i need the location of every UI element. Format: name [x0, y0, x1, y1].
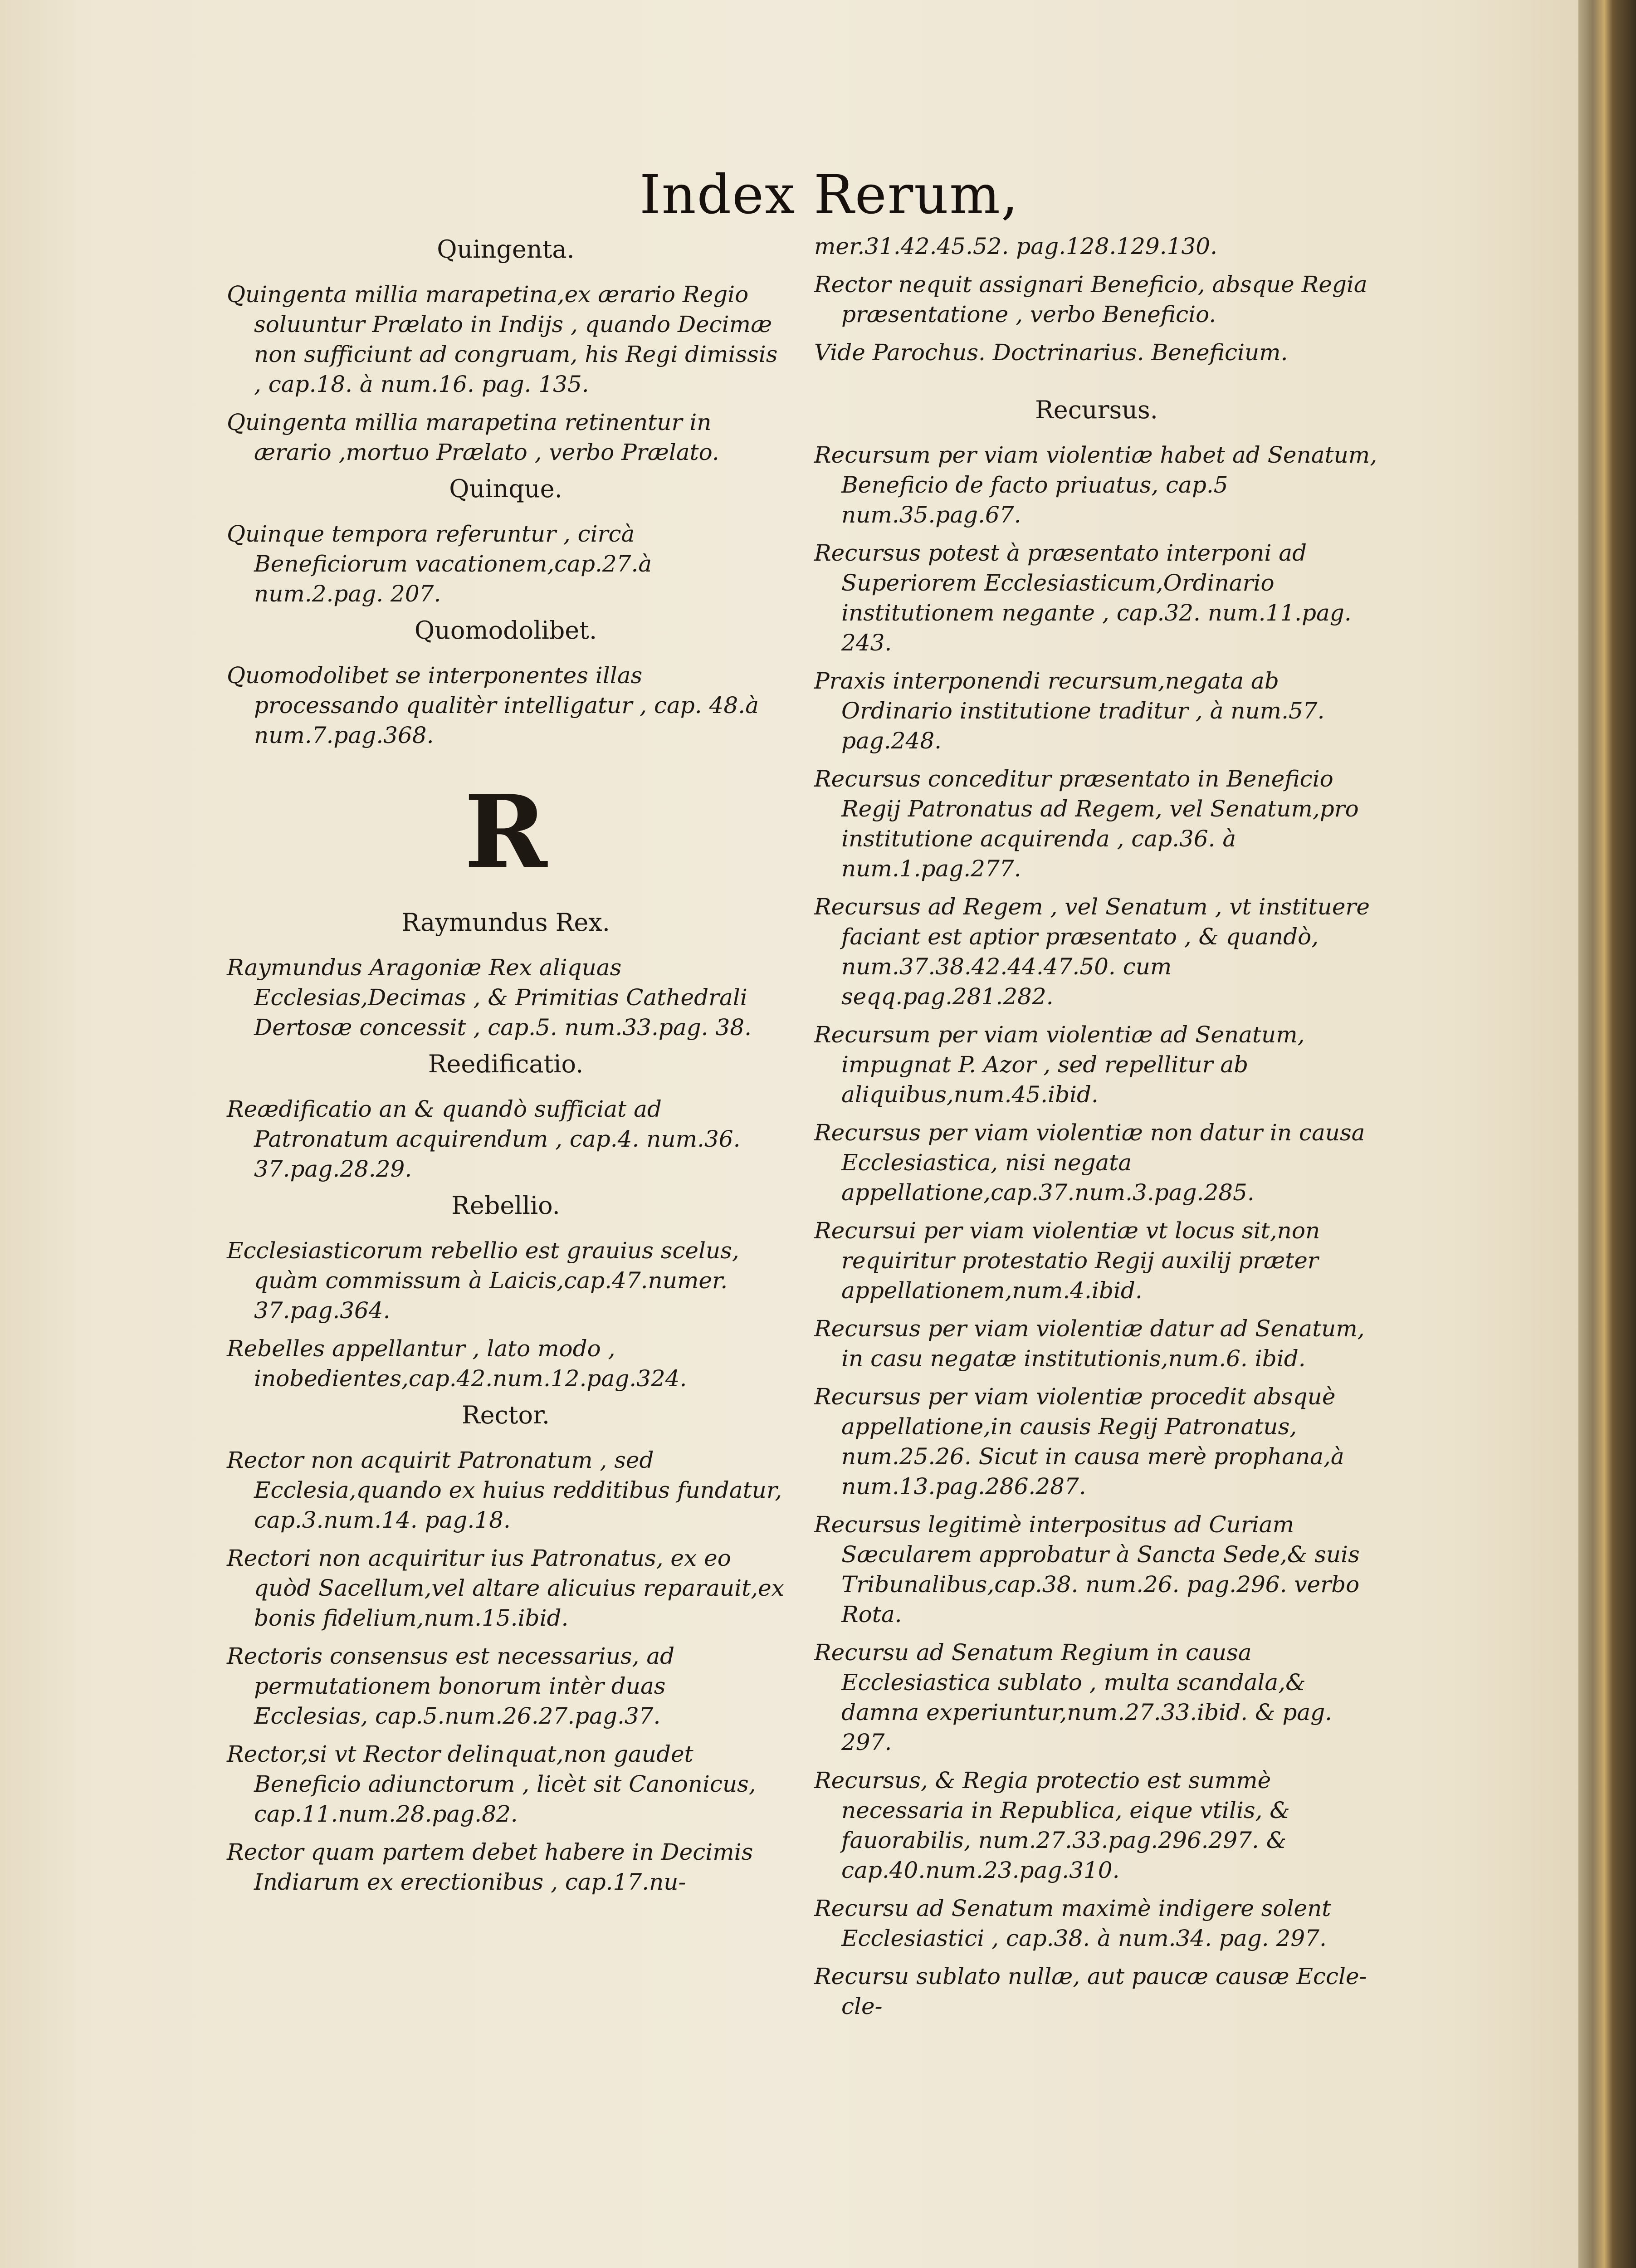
- index-entry: Recursus ad Regem , vel Senatum , vt instituere faciant est aptior præsentato , & quandò, num.37.38.42.44.47.50. cum seqq.pag.281.282.: [814, 894, 1370, 1010]
- index-entry: Rectoris consensus est necessarius, ad permutationem bonorum intèr duas Ecclesias, cap.5.num.26.27.pag.37.: [227, 1643, 675, 1729]
- index-entry: Recursum per viam violentiæ ad Senatum, impugnat P. Azor , sed repellitur ab aliquibus,num.45.ibid.: [814, 1022, 1305, 1108]
- index-entry: Recursu ad Senatum maximè indigere solent Ecclesiastici , cap.38. à num.34. pag. 297.: [814, 1895, 1331, 1951]
- section-heading: Reedificatio.: [428, 1050, 584, 1078]
- index-entry: Quingenta millia marapetina,ex ærario Regio soluuntur Prælato in Indijs , quando Decimæ non sufficiunt ad congruam, his Regi dimissis , cap.18. à num.16. pag. 135.: [227, 281, 778, 397]
- index-entry: Recursus potest à præsentato interponi ad Superiorem Ecclesiasticum,Ordinario institutionem negante , cap.32. num.11.pag. 243.: [814, 540, 1352, 656]
- index-entry: Rector non acquirit Patronatum , sed Ecclesia,quando ex huius redditibus fundatur, cap.3.num.14. pag.18.: [227, 1447, 782, 1533]
- index-entry: Rector nequit assignari Beneficio, absque Regia præsentatione , verbo Beneficio.: [814, 271, 1367, 327]
- section-heading: Rector.: [461, 1401, 550, 1429]
- index-entry: Recursum per viam violentiæ habet ad Senatum, Beneficio de facto priuatus, cap.5 num.35.pag.67.: [814, 442, 1377, 528]
- book-edge: [1578, 0, 1636, 2268]
- index-entry: Raymundus Aragoniæ Rex aliquas Ecclesias,Decimas , & Primitias Cathedrali Dertosæ concessit , cap.5. num.33.pag. 38.: [227, 954, 752, 1041]
- index-entry: Rebelles appellantur , lato modo , inobedientes,cap.42.num.12.pag.324.: [227, 1335, 687, 1392]
- index-entry: Rector quam partem debet habere in Decimis Indiarum ex erectionibus , cap.17.nu-: [227, 1839, 753, 1895]
- index-entry: Vide Parochus. Doctrinarius. Beneficium.: [814, 339, 1288, 366]
- index-entry: Reædificatio an & quandò sufficiat ad Patronatum acquirendum , cap.4. num.36. 37.pag.28.29.: [227, 1096, 741, 1182]
- right-column: [814, 231, 1379, 2029]
- index-entry: Recursui per viam violentiæ vt locus sit,non requiritur protestatio Regij auxilij præter appellationem,num.4.ibid.: [814, 1217, 1320, 1304]
- index-entry: Recursus legitimè interpositus ad Curiam Sæcularem approbatur à Sancta Sede,& suis Tribunalibus,cap.38. num.26. pag.296. verbo Rota.: [814, 1511, 1360, 1628]
- section-heading: Raymundus Rex.: [401, 908, 610, 937]
- spacer: [814, 376, 1379, 392]
- index-entry: Rectori non acquiritur ius Patronatus, ex eo quòd Sacellum,vel altare alicuius reparauit,ex bonis fidelium,num.15.ibid.: [227, 1545, 784, 1631]
- section-heading: Quomodolibet.: [414, 616, 597, 645]
- index-entry: Recursus per viam violentiæ procedit absquè appellatione,in causis Regij Patronatus, num.25.26. Sicut in causa merè prophana,à num.13.pag.286.287.: [814, 1383, 1344, 1500]
- index-entry: Praxis interponendi recursum,negata ab Ordinario institutione traditur , à num.57. pag.248.: [814, 668, 1325, 754]
- index-entry: Recursus conceditur præsentato in Beneficio Regij Patronatus ad Regem, vel Senatum,pro institutione acquirenda , cap.36. à num.1.pag.277.: [814, 766, 1359, 882]
- index-entry: Recursu ad Senatum Regium in causa Ecclesiastica sublato , multa scandala,& damna experiuntur,num.27.33.ibid. & pag. 297.: [814, 1639, 1333, 1755]
- section-heading: Quingenta.: [437, 235, 575, 264]
- section-letter: R: [464, 773, 547, 890]
- section-heading: Rebellio.: [451, 1191, 560, 1220]
- section-heading: Quinque.: [449, 474, 562, 503]
- index-entry: Ecclesiasticorum rebellio est grauius scelus, quàm commissum à Laicis,cap.47.numer. 37.pag.364.: [227, 1237, 739, 1324]
- page-header: Index Rerum,: [640, 163, 1019, 226]
- index-entry: Recursus, & Regia protectio est summè necessaria in Republica, eique vtilis, & fauorabilis, num.27.33.pag.296.297. & cap.40.num.23.pag.310.: [814, 1767, 1290, 1883]
- index-entry: Quinque tempora referuntur , circà Beneficiorum vacationem,cap.27.à num.2.pag. 207.: [227, 521, 652, 607]
- index-entry: Recursu sublato nullæ, aut paucæ causæ Eccle- cle-: [814, 1963, 1367, 2019]
- index-entry: mer.31.42.45.52. pag.128.129.130.: [814, 233, 1217, 259]
- section-heading: Recursus.: [1035, 396, 1158, 424]
- index-entry: Rector,si vt Rector delinquat,non gaudet Beneficio adiunctorum , licèt sit Canonicus, cap.11.num.28.pag.82.: [227, 1741, 756, 1827]
- index-entry: Quomodolibet se interponentes illas processando qualitèr intelligatur , cap. 48.à num.7.pag.368.: [227, 662, 759, 748]
- index-entry: Recursus per viam violentiæ non datur in causa Ecclesiastica, nisi negata appellatione,cap.37.num.3.pag.285.: [814, 1119, 1365, 1206]
- index-entry: Recursus per viam violentiæ datur ad Senatum, in casu negatæ institutionis,num.6. ibid.: [814, 1315, 1365, 1372]
- left-column: [227, 231, 785, 1905]
- index-entry: Quingenta millia marapetina retinentur in ærario ,mortuo Prælato , verbo Prælato.: [227, 409, 719, 465]
